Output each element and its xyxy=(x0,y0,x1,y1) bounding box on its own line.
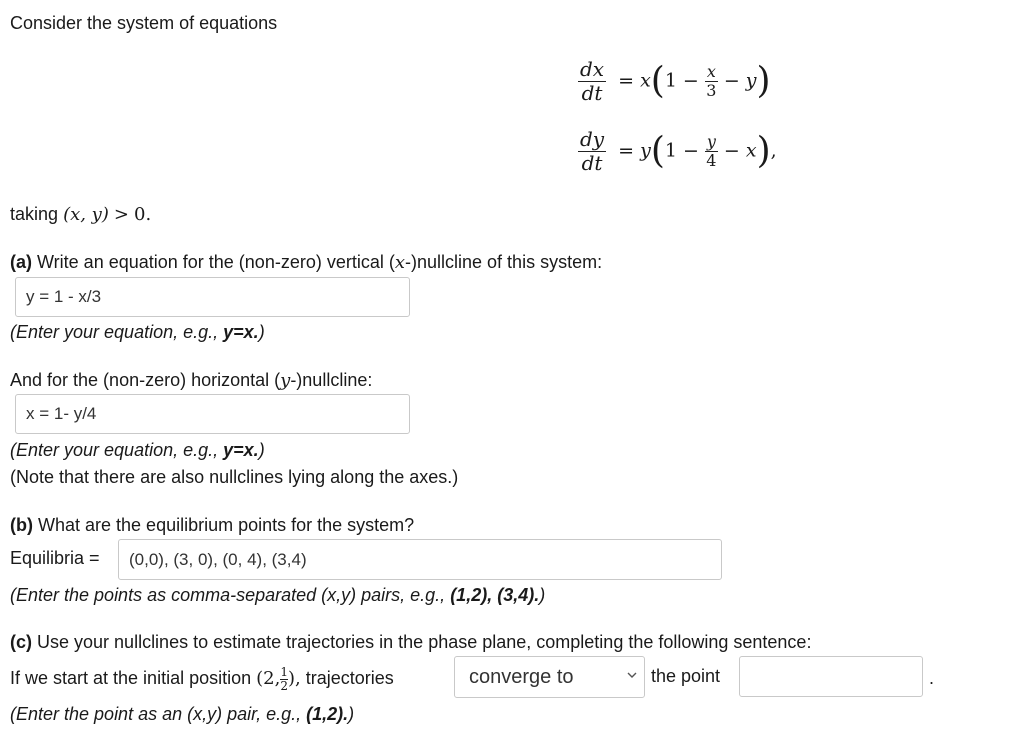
initial-pos-close: ), xyxy=(287,667,301,689)
taking-word: taking xyxy=(10,204,59,224)
eq2-last-var: x xyxy=(745,139,757,162)
equation-dy-dt xyxy=(578,128,777,175)
point-input[interactable] xyxy=(739,656,923,697)
part-a-label: (a) xyxy=(10,252,32,272)
eq1-var: x xyxy=(640,69,651,92)
part-b-hint-example: (1,2), (3,4). xyxy=(450,585,540,605)
part-a2-question xyxy=(10,370,372,391)
eq2-minus: − xyxy=(682,139,699,162)
horizontal-nullcline-input[interactable] xyxy=(15,394,410,434)
half-num: 1 xyxy=(280,665,288,679)
part-b-question xyxy=(10,515,414,536)
eq1-minus-2: − xyxy=(723,69,740,92)
part-c-question-text: Use your nullclines to estimate trajectories in the phase plane, completing the following sentence: xyxy=(37,632,812,652)
x-over-3-fraction xyxy=(705,63,718,101)
chevron-down-icon xyxy=(626,669,638,681)
part-a2-question-post: -)nullcline: xyxy=(290,370,373,390)
part-b-question-text: What are the equilibrium points for the system? xyxy=(38,515,415,535)
taking-xy: (x, y) xyxy=(63,204,109,225)
part-c-hint xyxy=(10,704,354,725)
sentence-period: . xyxy=(929,668,935,688)
horizontal-nullcline-value: x = 1- y/4 xyxy=(26,404,97,423)
part-a2-hint xyxy=(10,440,265,461)
equilibria-value: (0,0), (3, 0), (0, 4), (3,4) xyxy=(129,549,307,569)
part-a-hint-pre: (Enter your equation, e.g., xyxy=(10,322,224,342)
part-a2-hint-example: y=x. xyxy=(223,440,259,460)
eq1-open-paren: ( xyxy=(650,60,665,102)
part-a2-question-pre: And for the (non-zero) horizontal ( xyxy=(10,370,281,390)
dt-denominator: dt xyxy=(581,151,603,175)
y-over-4-num: y xyxy=(706,131,716,151)
equilibria-input[interactable] xyxy=(118,539,722,580)
equation-dx-dt xyxy=(578,58,771,105)
equilibria-label: Equilibria = xyxy=(10,548,100,568)
part-c-hint-example: (1,2). xyxy=(306,704,349,724)
vertical-nullcline-input[interactable] xyxy=(15,277,410,317)
equals-sign: = xyxy=(618,69,635,92)
taking-zero: 0. xyxy=(134,204,152,225)
eq2-close-paren: ) xyxy=(756,130,771,172)
y-over-4-fraction xyxy=(705,133,718,171)
part-a-hint-example: y=x. xyxy=(223,322,259,342)
eq2-var: y xyxy=(640,139,651,162)
axes-nullcline-note: (Note that there are also nullclines lying along the axes.) xyxy=(10,467,459,487)
part-a-hint-post: ) xyxy=(258,322,265,342)
dy-numerator: dy xyxy=(580,127,605,151)
part-a-question-pre: Write an equation for the (non-zero) vertical ( xyxy=(37,252,395,272)
part-c-sentence-mid: trajectories xyxy=(305,667,394,688)
part-a2-hint-pre: (Enter your equation, e.g., xyxy=(10,440,224,460)
dx-dt-fraction xyxy=(578,58,606,105)
y-over-4-den: 4 xyxy=(706,151,717,170)
eq1-minus: − xyxy=(682,69,699,92)
intro-text: Consider the system of equations xyxy=(10,13,278,33)
eq2-one: 1 xyxy=(664,139,677,162)
vertical-nullcline-value: y = 1 - x/3 xyxy=(26,287,102,306)
dt-denominator: dt xyxy=(581,81,603,105)
part-b-hint-pre: (Enter the points as comma-separated (x,y) pairs, e.g., xyxy=(10,585,451,605)
part-c-hint-pre: (Enter the point as an (x,y) pair, e.g., xyxy=(10,704,307,724)
x-over-3-num: x xyxy=(706,61,716,81)
initial-pos-open: (2, xyxy=(256,667,281,689)
x-over-3-den: 3 xyxy=(706,81,717,100)
part-c-label: (c) xyxy=(10,632,32,652)
part-c-sentence xyxy=(10,666,394,692)
taking-condition xyxy=(10,204,151,225)
part-a2-hint-post: ) xyxy=(258,440,265,460)
part-c-hint-post: ) xyxy=(348,704,355,724)
eq2-open-paren: ( xyxy=(650,130,665,172)
trajectory-behavior-select[interactable] xyxy=(454,656,645,698)
half-fraction xyxy=(280,666,288,692)
part-a-question xyxy=(10,252,602,273)
half-den: 2 xyxy=(280,678,288,693)
part-c-question xyxy=(10,632,811,653)
part-c-sentence-post: the point xyxy=(651,666,721,686)
eq1-last-var: y xyxy=(745,69,757,92)
dy-dt-fraction xyxy=(578,128,606,175)
eq1-one: 1 xyxy=(664,69,677,92)
part-b-hint-post: ) xyxy=(539,585,546,605)
dx-numerator: dx xyxy=(580,57,605,81)
eq1-close-paren: ) xyxy=(756,60,771,102)
eq2-comma: , xyxy=(770,139,777,162)
equals-sign: = xyxy=(618,139,635,162)
eq2-minus-2: − xyxy=(723,139,740,162)
part-c-sentence-pre: If we start at the initial position xyxy=(10,667,252,688)
part-a-hint xyxy=(10,322,265,343)
part-b-hint xyxy=(10,585,545,606)
part-b-label: (b) xyxy=(10,515,33,535)
taking-gt: > xyxy=(113,204,129,225)
trajectory-behavior-value: converge to xyxy=(469,665,574,688)
part-a2-var: y xyxy=(280,370,291,391)
part-a-question-post: -)nullcline of this system: xyxy=(405,252,603,272)
part-a-var: x xyxy=(394,252,406,273)
